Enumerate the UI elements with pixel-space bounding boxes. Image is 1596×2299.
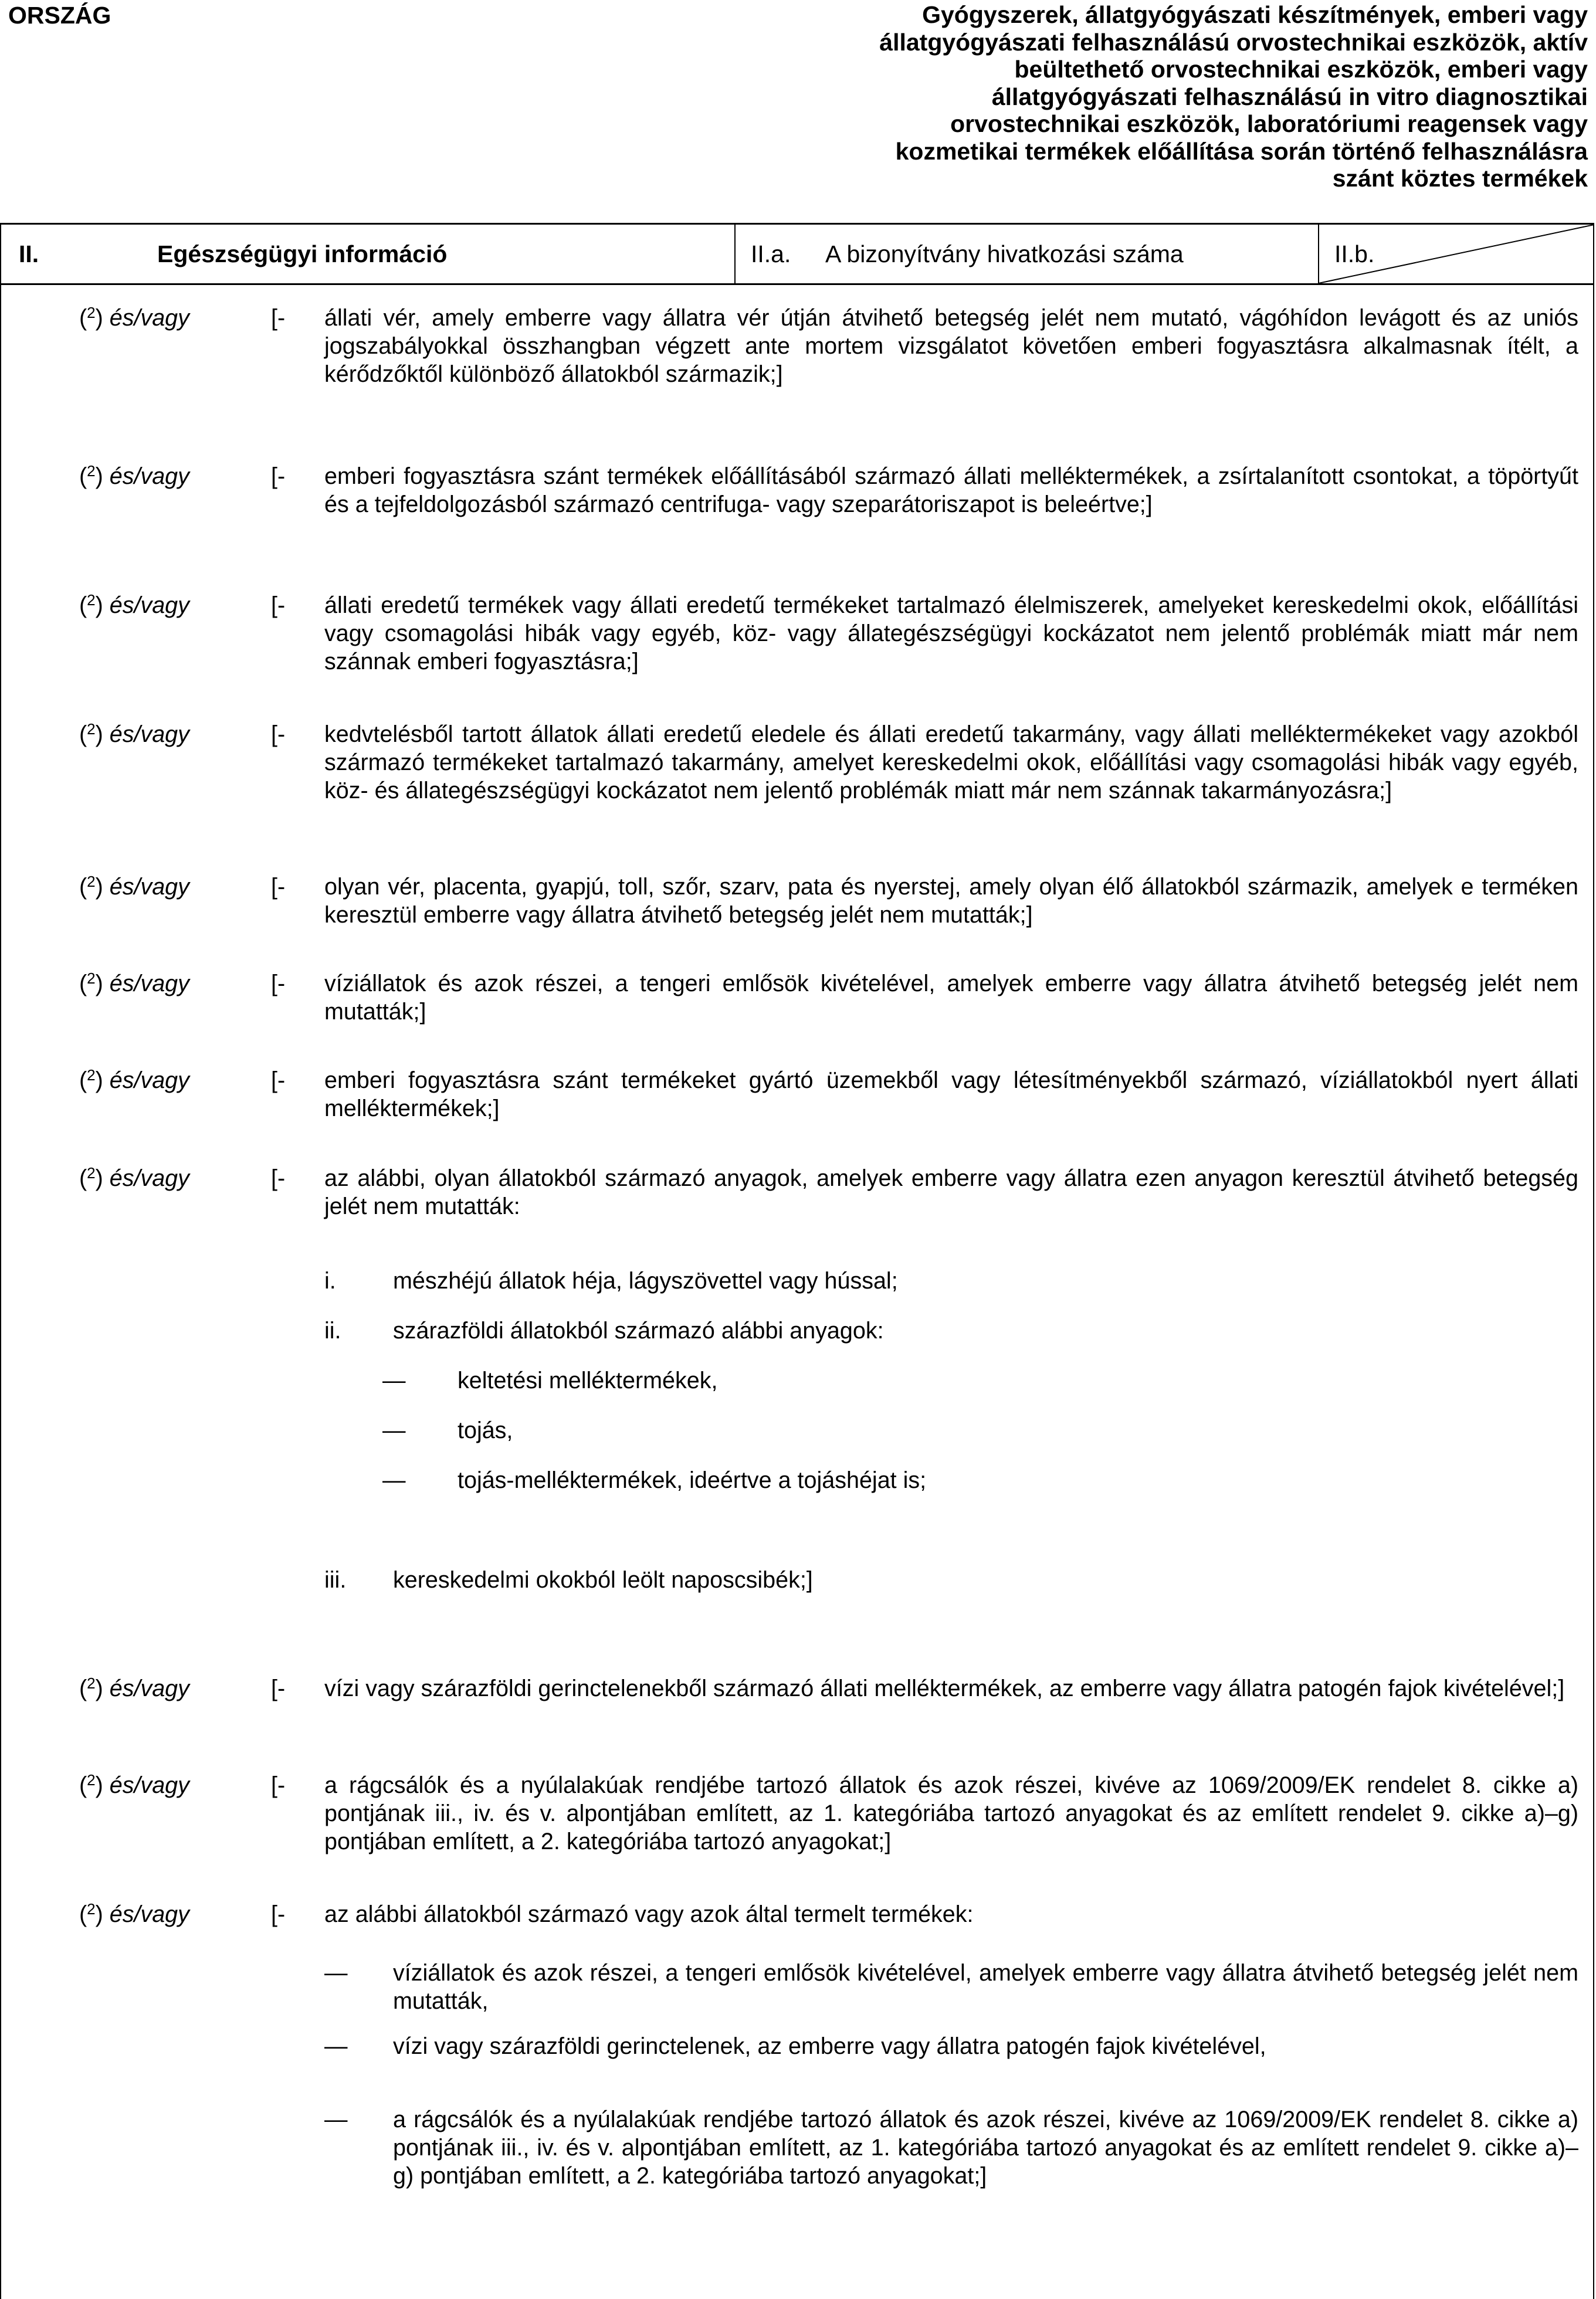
footnote-ref: 2 [87,969,96,987]
title-line: kozmetikai termékek előállítása során történő felhasználásra [895,137,1588,165]
sub-item-text: mészhéjú állatok héja, lágyszövettel vagy hússal; [393,1268,898,1294]
optional-bracket: [- [271,874,286,900]
sub-item-text: szárazföldi állatokból származó alábbi anyagok: [393,1318,884,1344]
reference-number-label: II.a. [751,240,791,267]
footnote-ref: 2 [87,462,96,480]
and-or-marker: ($^2$) és/vagy [79,1900,189,1927]
dash-item-text: tojás-melléktermékek, ideértve a tojáshéjat is; [458,1467,927,1493]
optional-bracket: [- [271,1772,286,1798]
dash-marker: — [324,2107,348,2132]
footnote-ref: 2 [87,1164,96,1182]
dash-marker: — [324,1960,348,1986]
entry-text: a rágcsálók és a nyúlalakúak rendjébe tartozó állatok és azok részei, kivéve az 1069/2009/EK rendelet 8. cikke a) pontjának iii., iv. és v. alpontjában említett, az 1. kategóriába tartozó anyagokat és az említett rendelet 9. cikke a)–g) pontjában említett, a 2. kategóriába tartozó anyagokat;] [324,1772,1578,1854]
and-or-label: és/vagy [109,592,189,618]
and-or-marker: ($^2$) és/vagy [79,1674,189,1701]
roman-marker: i. [324,1268,336,1294]
footnote-ref: 2 [87,720,96,738]
and-or-marker: ($^2$) és/vagy [79,1771,189,1798]
and-or-marker: ($^2$) és/vagy [79,304,189,331]
iib-label: II.b. [1334,240,1375,267]
entry-text: az alábbi, olyan állatokból származó anyagok, amelyek emberre vagy állatra ezen anyagon keresztül átvihető betegség jelét nem mutatták: [324,1165,1578,1219]
and-or-label: és/vagy [109,874,189,900]
section-title: Egészségügyi információ [157,240,448,267]
and-or-label: és/vagy [109,721,189,747]
dash-item-text: víziállatok és azok részei, a tengeri emlősök kivételével, amelyek emberre vagy állatra átvihető betegség jelét nem mutatták, [393,1960,1578,2014]
title-line: szánt köztes termékek [1332,165,1588,192]
section-number: II. [19,240,39,267]
and-or-label: és/vagy [109,1901,189,1927]
optional-bracket: [- [271,971,286,996]
and-or-label: és/vagy [109,305,189,331]
title-line: állatgyógyászati felhasználású in vitro diagnosztikai [991,83,1588,110]
entry-text: állati eredetű termékek vagy állati eredetű termékeket tartalmazó élelmiszerek, amelyeket kereskedelmi okok, előállítási vagy csomagolási hibák vagy egyéb, köz- vagy állategészségügyi kockázatot nem jelentő problémák miatt már nem szánnak emberi fogyasztásra;] [324,592,1578,674]
optional-bracket: [- [271,592,286,618]
and-or-marker: ($^2$) és/vagy [79,1164,189,1191]
and-or-marker: ($^2$) és/vagy [79,462,189,489]
entry-text: olyan vér, placenta, gyapjú, toll, szőr, szarv, pata és nyerstej, amely olyan élő állatokból származik, amelyek e terméken keresztül emberre vagy állatra átvihető betegség jelét nem mutatták;] [324,874,1578,928]
title-line: Gyógyszerek, állatgyógyászati készítmények, emberi vagy [922,1,1588,28]
and-or-marker: ($^2$) és/vagy [79,969,189,996]
footnote-ref: 2 [87,1066,96,1084]
and-or-label: és/vagy [109,1676,189,1701]
section-header-row [0,223,1594,285]
country-label: ORSZÁG [8,2,111,29]
and-or-marker: ($^2$) és/vagy [79,720,189,747]
optional-bracket: [- [271,721,286,747]
optional-bracket: [- [271,305,286,331]
dash-marker: — [382,1368,406,1393]
and-or-marker: ($^2$) és/vagy [79,873,189,900]
document-title [767,1,1588,192]
optional-bracket: [- [271,1676,286,1701]
and-or-label: és/vagy [109,971,189,996]
footnote-ref: 2 [87,873,96,890]
footnote-ref: 2 [87,1900,96,1918]
entry-text: vízi vagy szárazföldi gerinctelenekből származó állati melléktermékek, az emberre vagy állatra patogén fajok kivételével;] [324,1676,1565,1701]
entry-text: állati vér, amely emberre vagy állatra vér útján átvihető betegség jelét nem mutató, vágóhídon levágott és az uniós jogszabályokkal összhangban végzett ante mortem vizsgálatot követően emberi fogyasztásra alkalmasnak ítélt, a kérődzőktől különböző állatokból származik;] [324,305,1578,387]
entry-text: kedvtelésből tartott állatok állati eredetű eledele és állati eredetű takarmány, vagy állati melléktermékeket vagy azokból származó termékeket tartalmazó takarmány, amelyet kereskedelmi okok, előállítási vagy csomagolási hibák vagy egyéb, köz- és állategészségügyi kockázatot nem jelentő problémák miatt már nem szánnak takarmányozásra;] [324,721,1578,803]
and-or-label: és/vagy [109,463,189,489]
column-divider [734,225,736,283]
sub-item-text: kereskedelmi okokból leölt naposcsibék;] [393,1567,813,1593]
and-or-marker: ($^2$) és/vagy [79,591,189,618]
dash-marker: — [382,1418,406,1443]
footnote-ref: 2 [87,304,96,321]
optional-bracket: [- [271,1165,286,1191]
and-or-label: és/vagy [109,1067,189,1093]
footnote-ref: 2 [87,1674,96,1692]
title-line: állatgyógyászati felhasználású orvostechnikai eszközök, aktív [879,28,1588,56]
title-line: beültethető orvostechnikai eszközök, emberi vagy [1014,56,1588,83]
dash-marker: — [382,1467,406,1493]
reference-label: A bizonyítvány hivatkozási száma [825,240,1184,267]
entry-text: emberi fogyasztásra szánt termékek előállításából származó állati melléktermékek, a zsírtalanított csontokat, a töpörtyűt és a tejfeldolgozásból származó centrifuga- vagy szeparátoriszapot is beleértve;] [324,463,1578,517]
dash-item-text: a rágcsálók és a nyúlalakúak rendjébe tartozó állatok és azok részei, kivéve az 1069/2009/EK rendelet 8. cikke a) pontjának iii., iv. és v. alpontjában említett, az 1. kategóriába tartozó anyagokat és az említett rendelet 9. cikke a)–g) pontjában említett, a 2. kategóriába tartozó anyagokat;] [393,2107,1578,2189]
roman-marker: iii. [324,1567,347,1593]
dash-item-text: keltetési melléktermékek, [458,1368,718,1393]
optional-bracket: [- [271,463,286,489]
optional-bracket: [- [271,1067,286,1093]
entry-text: emberi fogyasztásra szánt termékeket gyártó üzemekből vagy létesítményekből származó, víziállatokból nyert állati melléktermékek;] [324,1067,1578,1121]
and-or-label: és/vagy [109,1165,189,1191]
and-or-label: és/vagy [109,1772,189,1798]
footnote-ref: 2 [87,591,96,609]
entry-text: az alábbi állatokból származó vagy azok által termelt termékek: [324,1901,974,1927]
roman-marker: ii. [324,1318,341,1344]
title-line: orvostechnikai eszközök, laboratóriumi reagensek vagy [950,110,1588,137]
optional-bracket: [- [271,1901,286,1927]
and-or-marker: ($^2$) és/vagy [79,1066,189,1093]
entry-text: víziállatok és azok részei, a tengeri emlősök kivételével, amelyek emberre vagy állatra átvihető betegség jelét nem mutatták;] [324,971,1578,1025]
dash-marker: — [324,2033,348,2059]
dash-item-text: vízi vagy szárazföldi gerinctelenek, az emberre vagy állatra patogén fajok kivételével, [393,2033,1266,2059]
footnote-ref: 2 [87,1771,96,1789]
dash-item-text: tojás, [458,1418,513,1443]
strikethrough-diagonal [1319,225,1594,283]
